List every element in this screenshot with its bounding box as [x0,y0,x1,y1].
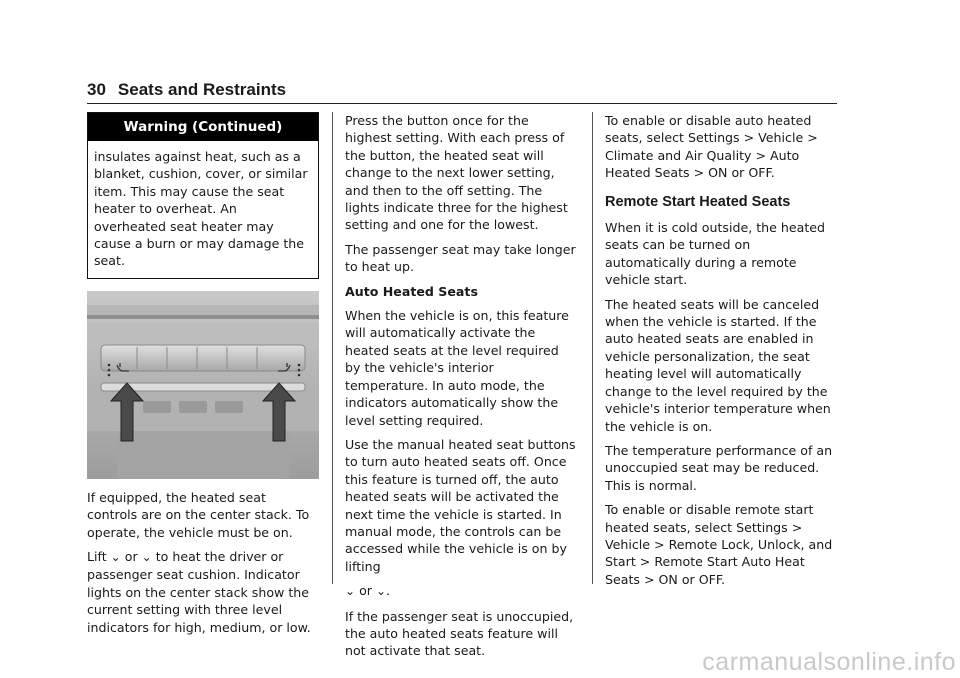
paragraph: To enable or disable auto heated seats, select Settings > Vehicle > Climate and Air Quality > Auto Heated Seats > ON or OFF. [605,113,818,181]
center-stack-photo [87,291,319,479]
warning-body: insulates against heat, such as a blanket, cushion, cover, or similar item. This may cause the seat heater to overheat. An overheated seat heater may cause a burn or may damage the seat. [94,149,308,269]
paragraph: If equipped, the heated seat controls are on the center stack. To operate, the vehicle must be on. [87,489,310,540]
page-number: 30 [87,80,106,99]
paragraph: When the vehicle is on, this feature will automatically activate the heated seats at the level required by the vehicle's interior temperature. In auto mode, the indicators automatically show the level setting required. [345,308,569,428]
passenger-heated-seat-icon: ⌄ [141,550,152,565]
subheading-auto-heated-seats: Auto Heated Seats [345,283,478,299]
text-run: Lift [87,549,111,565]
section-title: Seats and Restraints [117,80,287,99]
driver-heated-seat-icon: ⌄ [345,584,356,599]
paragraph: Use the manual heated seat buttons to turn auto heated seats off. Once this feature is turned off, the auto heated seats will be activated the next time the vehicle is started. In manual mode, the controls can be accessed while the vehicle is on by lifting [345,436,576,574]
driver-heated-seat-icon: ⌄ [110,550,121,565]
column-1 [87,112,319,643]
paragraph: Press the button once for the highest setting. With each press of the button, the heated seat will change to the next lower setting, and then to the off setting. The lights indicate three for the highest setting and one for the lowest. [345,113,568,233]
heading-remote-start-heated-seats: Remote Start Heated Seats [605,193,791,210]
column-2 [345,112,577,667]
warning-title: Warning (Continued) [88,113,318,141]
column-3 [605,112,837,595]
text-run: or [355,583,376,599]
paragraph: If the passenger seat is unoccupied, the auto heated seats feature will not activate that seat. [345,608,574,659]
paragraph: The heated seats will be canceled when the vehicle is started. If the auto heated seats are enabled in vehicle personalization, the seat heating level will automatically change to the level required by the vehicle's interior temperature when the vehicle is on. [605,296,831,434]
paragraph [87,548,319,636]
paragraph [345,582,577,600]
page-header [87,80,837,104]
column-divider [592,112,593,584]
column-divider [332,112,333,584]
text-run: to heat the driver or passenger seat cushion. Indicator lights on the center stack show the current setting with three level indicators for high, medium, or low. [87,549,311,635]
paragraph: To enable or disable remote start heated seats, select Settings > Vehicle > Remote Lock, Unlock, and Start > Remote Start Auto Heat Seats > ON or OFF. [605,502,833,587]
paragraph: The temperature performance of an unoccupied seat may be reduced. This is normal. [605,442,833,493]
paragraph: When it is cold outside, the heated seats can be turned on automatically during a remote vehicle start. [605,220,826,288]
text-run: or [120,549,142,565]
warning-box [87,112,319,279]
paragraph: The passenger seat may take longer to heat up. [345,241,576,275]
text-run: . [386,583,391,599]
passenger-heated-seat-icon: ⌄ [375,584,387,599]
watermark: carmanualsonline.info [702,648,956,676]
